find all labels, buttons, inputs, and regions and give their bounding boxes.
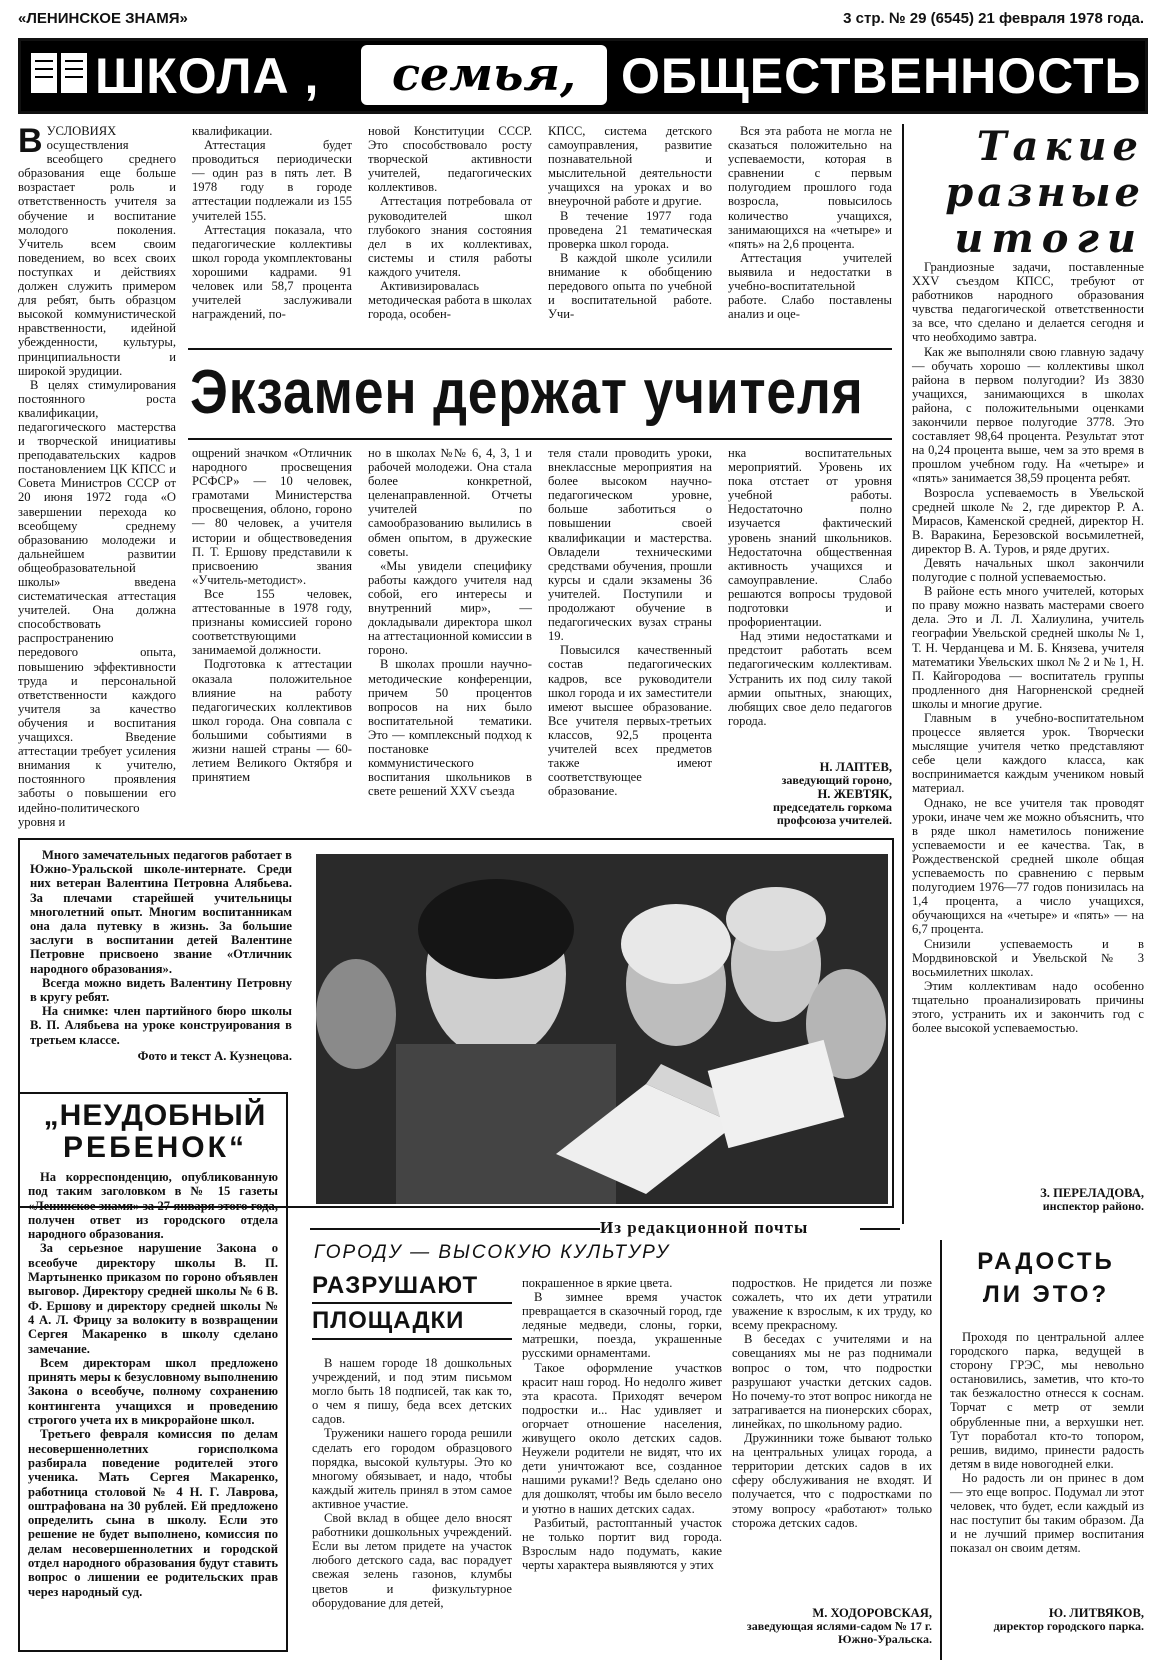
mail-rubric: Из редакционной почты [600,1218,809,1237]
main-lower-col-1: ощрений значком «Отличник народного просвещения РСФСР» — 10 человек, грамотами Министерства просвещения, облоно, гороно — 80 человек, а учителя истории и обществоведения П. Т. Ершову представили к присвоению звания «Учитель-методист». Все 155 человек, аттестованные в 1978 году, признаны комиссией гороно соответствующими занимаемой должности. Подготовка к аттестации оказала положительное влияние на работу педагогических коллективов школ города. Она совпала с большими событиями в жизни нашей страны — 60-летием Великого Октября и принятием [192,446,352,785]
mail-subrubric: ГОРОДУ — ВЫСОКУЮ КУЛЬТУРУ [314,1242,671,1263]
radost-headline: РАДОСТЬ ЛИ ЭТО? [977,1248,1115,1308]
main-headline: Экзамен держат учителя [190,358,864,427]
mail-signature: М. ХОДОРОВСКАЯ, заведующая яслями-садом № 17 г. Южно-Уральска. [746,1606,932,1646]
neudob-headline: „НЕУДОБНЫЙ РЕБЕНОК“ [43,1099,267,1164]
main-col-1: В УСЛОВИЯХ осуществления всеобщего среднего образования еще больше возрастает роль и ответственность учителя за обучение и воспитание молодого поколения. Учитель всем своим поведением, во всех своих поступках и действиях должен служить примером для ребят, быть образцом высокой коммунистической нравственности, идейной убежденности, культуры, принципиальности и широкой эрудиции. В целях стимулирования постоянного роста квалификации, педагогического мастерства и творческой инициативы преподавательских кадров постановлением ЦК КПСС и Совета Министров СССР от 20 июня 1972 года «О завершении перехода ко всеобщему среднему образованию молодежи и дальнейшем развитии общеобразовательной школы» введена систематическая аттестация учителей. Она должна способствовать распространению передового опыта, повышению эффективности труда и персональной ответственности каждого учителя за качество обучения и воспитания учащихся. Введение аттестации требует усиления внимания к учителю, постоянного проявления заботы о повышении его идейно-политического уровня и [18,122,176,829]
column-divider [902,124,904,1224]
main-col-3: новой Конституции СССР. Это способствовало росту творческой активности учителей, педагогических коллективов. Аттестация потребовала от руководителей школ глубокого знания состояния дел в их коллективах, системы и стиля работы каждого учителя. Активизировалась методическая работа в школах города, особен- [368,124,532,322]
side-signature: З. ПЕРЕЛАДОВА, инспектор районо. [1040,1186,1144,1213]
main-lower-col-3: теля стали проводить уроки, внеклассные мероприятия на более высоком научно-педагогическом уровне, больше заботиться о повышении своей квалификации и мастерства. Овладели техническими средствами обучения, прошли курсы и сдали экзамены 36 учителей. Поступили и продолжают обучение в педагогических вузах страны 19. Повысился качественный состав педагогических кадров, все руководители школ города и их заместители имеют высшее образование. Все учителя первых-третьих классов, 92,5 процента учителей всех предметов также имеют соответствующее образование. [548,446,712,799]
masthead-paper: «ЛЕНИНСКОЕ ЗНАМЯ» [18,10,188,27]
section-banner [18,38,1148,114]
mail-headline: РАЗРУШАЮТ ПЛОЩАДКИ [312,1270,512,1340]
radost-signature: Ю. ЛИТВЯКОВ, директор городского парка. [993,1606,1144,1633]
photo-caption: Много замечательных педагогов работает в Южно-Уральской школе-интернате. Среди них ветеран Валентина Петровна Алябьева. За плечами старейшей учительницы многолетний опыт. Многим воспитанникам она дала путевку в жизнь. За большие заслуги в воспитании детей Валентине Петровне присвоено звание «Отличник народного образования». Всегда можно видеть Валентину Петровну в кругу ребят. На снимке: член партийного бюро школы В. П. Алябьева на уроке конструирования в третьем классе. Фото и текст А. Кузнецова. [30,848,292,1063]
mail-col-1: В нашем городе 18 дошкольных учреждений, и под этим письмом могло быть 18 подписей, так как то, о чем я пишу, беда всех детских садов. Труженики нашего города решили сделать его городом образцового порядка, высокой культуры. Это ко многому обязывает, и надо, чтобы каждый житель принял в этом самое активное участие. Свой вклад в общее дело вносят работники дошкольных учреждений. Если вы летом придете на участок любого детского сада, вас порадует свежая зелень газонов, клумбы цветов и физкультурное оборудование для детей, [312,1356,512,1610]
section-title-school: ШКОЛА , [95,48,320,104]
divider-line [860,1228,900,1230]
main-signature: Н. ЛАПТЕВ, заведующий гороно, Н. ЖЕВТЯК, председатель горкома профсоюза учителей. [773,760,892,827]
neudob-body: На корреспонденцию, опубликованную под таким заголовком в № 15 газеты «Ленинское знамя» за 27 января этого года, получен ответ из городского отдела народного образования. За серьезное нарушение Закона о всеобуче директору школы В. П. Мартыненко приказом по гороно объявлен выговор. Директору средней школы № 6 В. Ф. Ершову и директору средней школы № 4 А. Л. Фрицу за волокиту в возвращении Сергея Макаренко в школу сделано замечание. Всем директорам школ предложено принять меры к безусловному выполнению Закона о всеобуче, полному сохранению контингента учащихся и проведению строгого учета их в микрорайоне школ. Третьего февраля комиссия по делам несовершеннолетних горисполкома разбирала поведение родителей этого ученика. Мать Сергея Макаренко, работница столовой № 4 Н. Г. Лаврова, оштрафована на 30 рублей. Ей предложено определить сына в школу. Если это решение не будет выполнено, комиссия по делам несовершеннолетних и городской отдел народного образования будут ставить вопрос о лишении ее родительских прав через народный суд. [28,1170,278,1599]
section-title-society: ОБЩЕСТВЕННОСТЬ [621,48,1142,104]
side-headline: Такие разные итоги [945,123,1144,262]
mail-col-3: подростков. Не придется ли позже сожалеть, что их дети утратили уважение к взрослым, к их труду, ко всему прекрасному. В беседах с учителями и на совещаниях мы не раз поднимали вопрос о том, что подростки разрушают участки детских садов. Но почему-то этот вопрос никогда не затрагивается на пионерских сборах, линейках, по школьному радио. Дружинники тоже бывают только на центральных улицах города, а территории детских садов в их сферу обслуживания не входят. И получается, что с подростками по этому вопросу «работают» только сторожа детских садов. [732,1276,932,1530]
main-col-4: КПСС, система детского самоуправления, развитие познавательной и мыслительной деятельности учащихся на уроках и во внеурочной работе и другие. В течение 1977 года проведена 21 тематическая проверка школ города. В каждой школе усилили внимание к обобщению передового опыта по учебной и воспитательной работе. Учи- [548,124,712,322]
main-col-5: Вся эта работа не могла не сказаться положительно на успеваемости, которая в сравнении с первым полугодием прошлого года возросла, повысилось количество учащихся, занимающихся на «четыре» и «пять» на 2,6 процента. Аттестация учителей выявила и недостатки в учебно-воспитательной работе. Слабо поставлены анализ и оце- [728,124,892,322]
masthead-issue: 3 стр. № 29 (6545) 21 февраля 1978 года. [843,10,1144,27]
radost-body: Проходя по центральной аллее городского парка, ведущей в сторону ГРЭС, мы невольно остановились, заметив, что кто-то так безжалостно отнесся к соснам. Торчат с метр от земли обрубленные пни, а верхушки нет. Тут поработал кто-то топором, решив, видимо, принести радость детям в виде новогодней елки. Но радость ли он принес в дом — это еще вопрос. Подумал ли этот человек, что будет, если каждый из нас поступит бы таким образом. Да и не лучший пример воспитания показал он своим детям. [950,1330,1144,1556]
section-title-family: семья, [361,45,607,105]
divider-line [188,438,892,440]
side-article-body: Грандиозные задачи, поставленные XXV съездом КПСС, требуют от работников народного образования чувства педагогической ответственности за все, что сделано и делается сегодня и что необходимо завтра. Как же выполняли свою главную задачу — обучать хорошо — коллективы школ района в первом полугодии? Из 3830 учащихся, занимающихся в школах района, с положительными оценками закончили первое полугодие 3778. Это составляет 98,64 процента. Результат этот на 0,24 процента выше, чем за это время в прошлом учебном году. На «четыре» и «пять» занимается 38,59 процента ребят. Возросла успеваемость в Увельской средней школе № 2, где директор Р. А. Мирасов, Каменской средней, директор Н. В. Варакина, Березовской восьмилетней, директор В. А. Туров, и ряде других. Девять начальных школ закончили полугодие с полной успеваемостью. В районе есть много учителей, которых по праву можно назвать мастерами своего дела. Это и Л. Л. Халиулина, учитель географии Увельской средней школы № 1, Т. Н. Черданцева и М. Б. Князева, учителя математики Увельских школ № 2 и № 1, Н. П. Кайгородова — воспитатель группы продленного дня Нагорненской средней школы и многие другие. Главным в учебно-воспитательном процессе является урок. Творчески мыслящие учителя четко представляют себе цели каждого класса, как воспринимается каждым учеником новый материал. Однако, не все учителя так проводят уроки, иначе чем же можно объяснить, что в ряде школ наметилось понижение успеваемости и ее качества. Так, в Рождественской средней школе общая успеваемость по сравнению с первым полугодием 1976—77 годов понизилась на 1,4 процента, а число учащихся, обучающихся на «четыре» и «пять» — на 6,7 процента. Снизили успеваемость и в Мордвиновской и Увельской № 3 восьмилетних школах. Этим коллективам надо особенно тщательно проанализировать причины этого, устранить их и закончить год с более высокой успеваемостью. [912,260,1144,1036]
main-col-2: квалификации. Аттестация будет проводиться периодически — один раз в пять лет. В 1978 году в городе аттестации подлежали из 155 учителей 155. Аттестация показала, что педагогические коллективы школ города укомплектованы хорошими кадрами. 91 человек или 58,7 процента учителей заслуживали награждений, по- [192,124,352,322]
column-divider [940,1240,942,1660]
divider-line [188,348,892,350]
teacher-children-photo [316,854,888,1204]
main-lower-col-4: нка воспитательных мероприятий. Уровень их пока отстает от уровня учебной работы. Недостаточно полно изучается фактический уровень знаний школьников. Недостаточна общественная активность учащихся и самоуправление. Слабо решаются вопросы трудовой подготовки и профориентации. Над этими недостатками и предстоит работать всем педагогическим коллективам. Устранить их под силу такой армии опытных, знающих, любящих свое дело педагогов города. [728,446,892,728]
book-icon [29,49,89,99]
main-lower-col-2: но в школах №№ 6, 4, 3, 1 и рабочей молодежи. Она стала более конкретной, целенаправленной. Отчеты учителей по самообразованию вылились в обмен опытом, в дружеские советы. «Мы увидели специфику работы каждого учителя над собой, его интересы и внутренний мир», — докладывали директора школ на аттестационной комиссии в гороно. В школах прошли научно-методические конференции, причем 50 процентов вопросов на них было воспитательной тематики. Это — комплексный подход к постановке коммунистического воспитания школьников в свете решений XXV съезда [368,446,532,799]
divider-line [310,1228,600,1230]
mail-col-2: покрашенное в яркие цвета. В зимнее время участок превращается в сказочный город, где ледяные медведи, слоны, горки, матрешки, поезда, украшенные русскими орнаментами. Такое оформление участков красит наш город. Но недолго живет эта красота. Приходят вечером подростки и... Нас удивляет и огорчает отношение населения, живущего около детских садов. Неужели родители не видят, что их дети уничтожают все, созданное нашими руками!? Ведь сделано оно для дошколят, чтобы им было весело и уютно в наших детских садах. Разбитый, растоптанный участок не только портит вид города. Взрослым надо подумать, какие черты характера выявляются у этих [522,1276,722,1572]
